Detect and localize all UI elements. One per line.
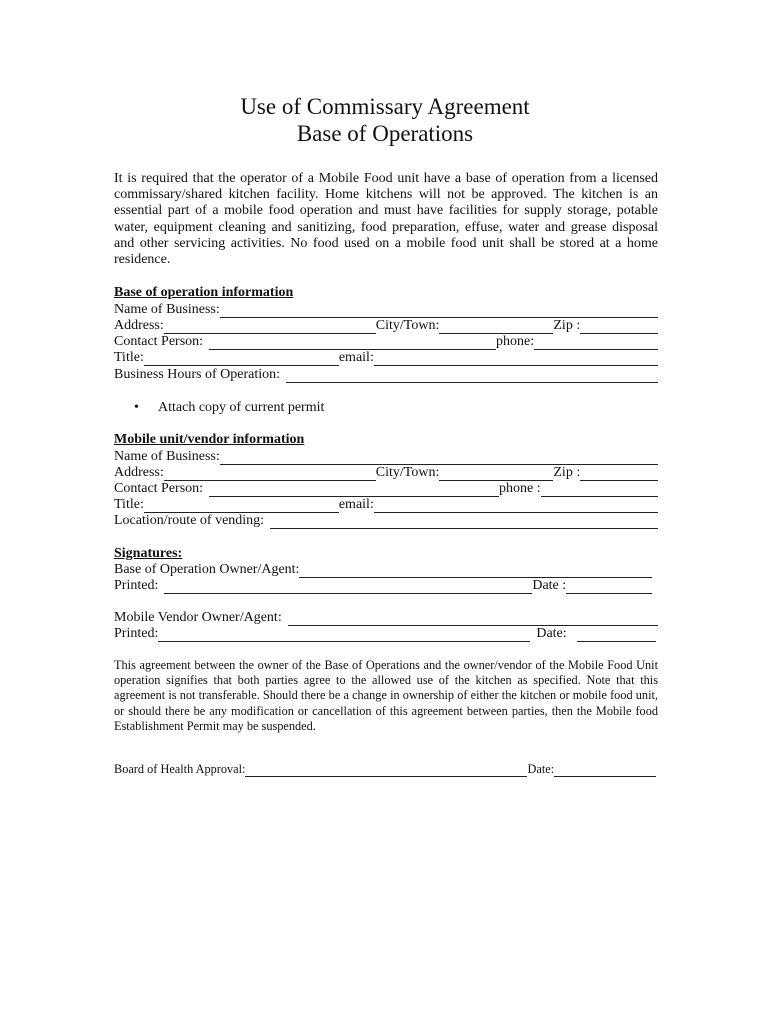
mobile-title-label: Title: [114,497,144,512]
base-name-row [114,302,658,318]
board-date-label: Date: [527,762,555,776]
mobile-location-label: Location/route of vending: [114,513,265,528]
mobile-title-row [114,497,658,513]
vendor-date-label: Date: [536,626,567,641]
mobile-address-row [114,465,658,481]
base-date-label: Date : [532,578,567,593]
mobile-address-label: Address: [114,465,164,480]
vendor-printed-field[interactable] [158,629,530,642]
mobile-title-field[interactable] [144,500,339,513]
page-title: Use of Commissary Agreement [240,94,530,119]
page-subtitle: Base of Operations [296,121,474,146]
base-owner-label: Base of Operation Owner/Agent: [114,562,300,577]
mobile-contact-label: Contact Person: [114,481,204,496]
board-date-field[interactable] [554,765,656,777]
vendor-date-field[interactable] [577,629,656,642]
mobile-section-heading: Mobile unit/vendor information [114,432,305,447]
base-city-field[interactable] [439,321,553,334]
base-contact-row [114,334,658,350]
mobile-location-field[interactable] [270,516,658,529]
base-zip-label: Zip : [553,318,581,333]
mobile-zip-field[interactable] [580,468,658,481]
board-approval-row [114,762,656,777]
base-address-field[interactable] [164,321,376,334]
mobile-city-field[interactable] [439,468,553,481]
base-zip-field[interactable] [580,321,658,334]
bullet-icon: • [134,400,139,415]
base-owner-row [114,562,658,578]
base-hours-field[interactable] [286,370,658,383]
mobile-phone-label: phone : [499,481,541,496]
mobile-name-field[interactable] [220,452,658,465]
base-owner-signature-field[interactable] [299,565,652,578]
vendor-printed-row [114,626,658,642]
mobile-phone-field[interactable] [541,484,658,497]
base-printed-field[interactable] [164,581,532,594]
base-name-label: Name of Business: [114,302,220,317]
base-title-field[interactable] [144,353,339,366]
signatures-heading: Signatures: [114,546,183,561]
mobile-contact-field[interactable] [209,484,499,497]
mobile-name-row [114,449,658,465]
base-city-label: City/Town: [375,318,440,333]
intro-paragraph: It is required that the operator of a Mobile Food unit have a base of operation from a licensed commissary/shared kitchen facility. Home kitchens will not be approved. The kitchen is an essential part of a mobile food operation and must have facilities for supply storage, potable water, equipment cleaning and sanitizing, food preparation, effuse, water and grease disposal and other servicing activities. No food used on a mobile food unit shall be stored at a home residence. [114,171,658,268]
base-name-field[interactable] [220,305,658,318]
mobile-email-field[interactable] [374,500,658,513]
base-email-field[interactable] [374,353,658,366]
mobile-contact-row [114,481,658,497]
vendor-owner-row [114,610,658,626]
mobile-city-label: City/Town: [375,465,440,480]
vendor-owner-label: Mobile Vendor Owner/Agent: [114,610,282,625]
permit-bullet: • Attach copy of current permit [134,400,325,415]
base-contact-field[interactable] [209,337,496,350]
base-phone-field[interactable] [534,337,658,350]
agreement-notice: This agreement between the owner of the Base of Operations and the owner/vendor of the Mobile Food Unit operation signifies that both parties agree to the allowed use of the kitchen as specified. Note that this agreement is not transferable. Should there be a change in ownership of either the kitchen or mobile food unit, or should there be any modification or cancellation of this agreement between parties, then the Mobile food Establishment Permit may be suspended. [114,658,658,733]
base-title-row [114,350,658,366]
vendor-owner-signature-field[interactable] [288,613,658,626]
base-printed-label: Printed: [114,578,159,593]
base-hours-row [114,367,658,383]
board-approval-label: Board of Health Approval: [114,762,246,776]
mobile-location-row [114,513,658,529]
mobile-zip-label: Zip : [553,465,581,480]
base-hours-label: Business Hours of Operation: [114,367,281,382]
base-email-label: email: [338,350,374,365]
base-section-heading: Base of operation information [114,285,294,300]
mobile-name-label: Name of Business: [114,449,220,464]
base-date-field[interactable] [566,581,652,594]
mobile-address-field[interactable] [164,468,376,481]
base-address-label: Address: [114,318,164,333]
base-address-row [114,318,658,334]
base-phone-label: phone: [496,334,535,349]
base-title-label: Title: [114,350,144,365]
base-contact-label: Contact Person: [114,334,204,349]
mobile-email-label: email: [338,497,374,512]
board-approval-field[interactable] [245,765,527,777]
vendor-printed-label: Printed: [114,626,159,641]
base-printed-row [114,578,658,594]
